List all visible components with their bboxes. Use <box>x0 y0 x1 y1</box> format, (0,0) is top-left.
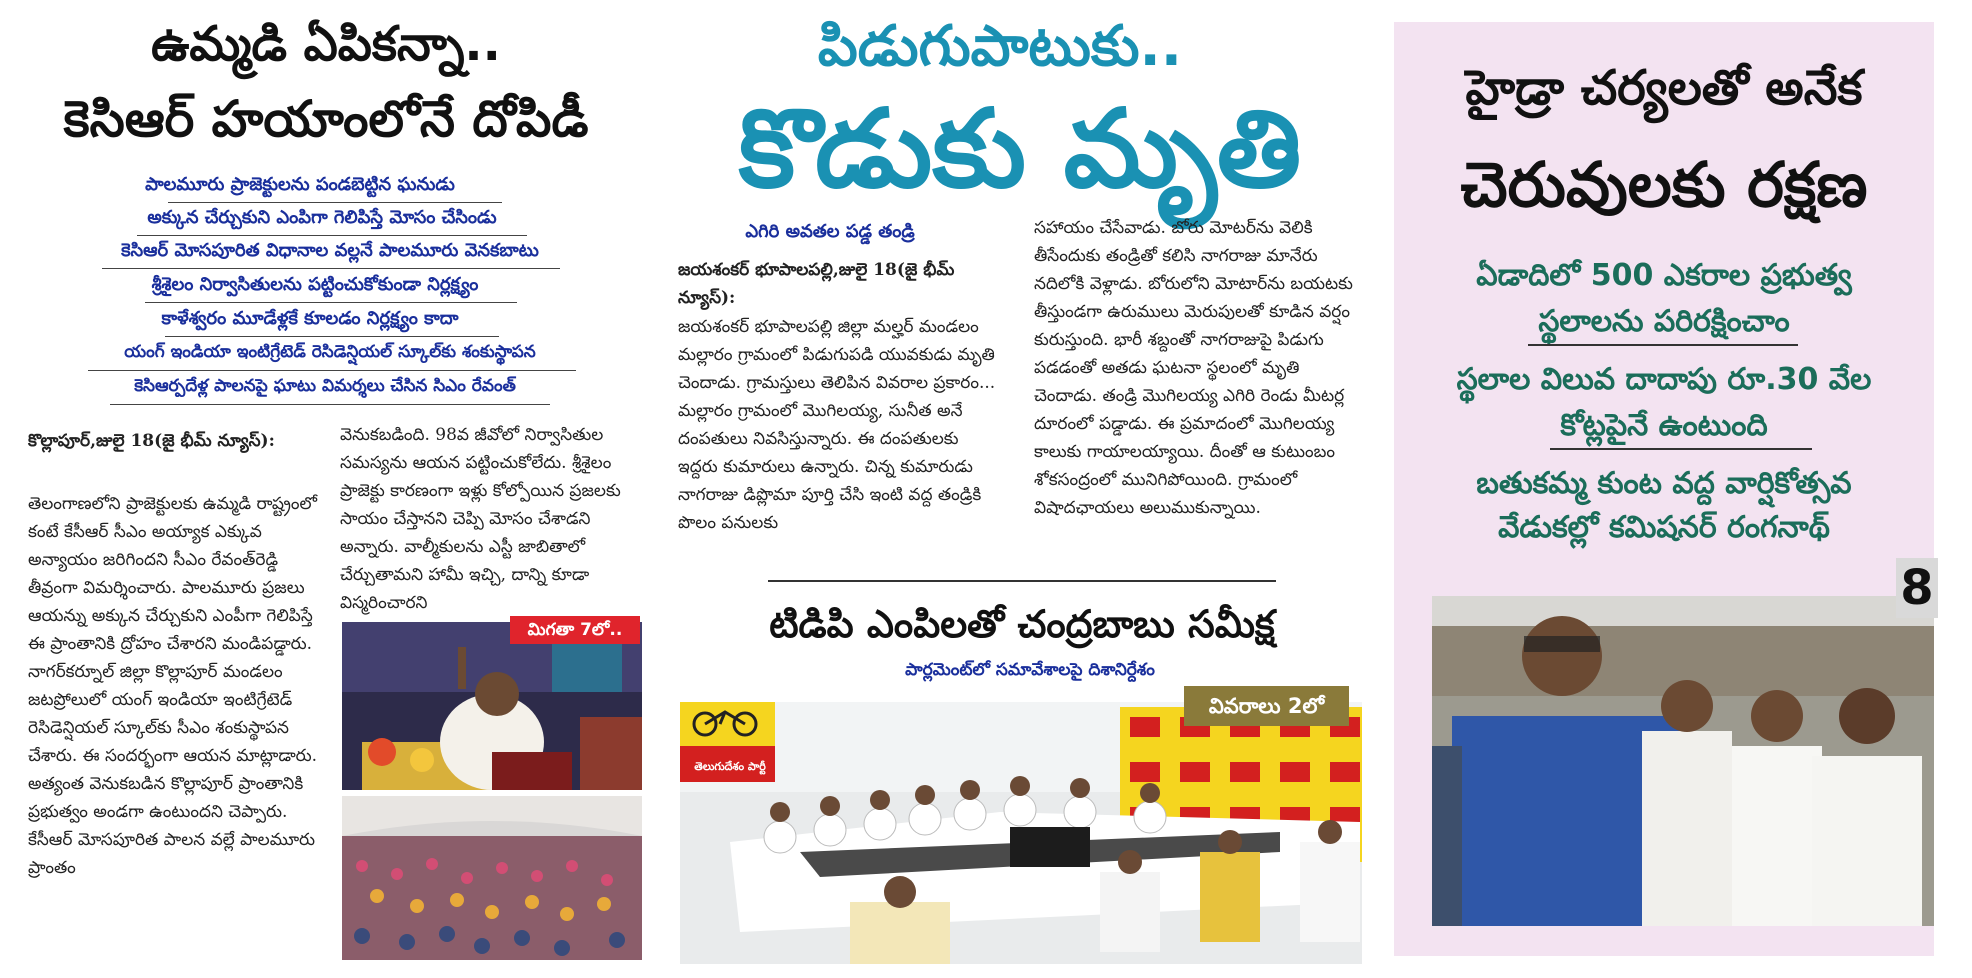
left-subhead-4: శ్రీశైలం నిర్వాసితులను పట్టించుకోకుండా నిర్లక్ష్యం <box>151 274 479 295</box>
commissioner-inspection-photo <box>1432 596 1934 926</box>
right-sub1-line1: ఏడాదిలో 500 ఎకరాల ప్రభుత్వ <box>1476 258 1852 293</box>
left-jump-label: మిగతా 7లో.. <box>510 616 640 644</box>
center-dateline: జయశంకర్ భూపాలపల్లి,జులై 18(జై భీమ్ న్యూస్): <box>678 260 955 308</box>
tdp-meeting-photo <box>680 702 1362 964</box>
right-sub3-line2: వేడుకల్లో కమిషనర్ రంగనాథ్ <box>1498 510 1830 545</box>
crowd-photo <box>342 796 642 960</box>
center-subhead: ఎగిరి అవతల పడ్డ తండ్రి <box>745 221 915 242</box>
center-divider <box>768 580 1276 582</box>
left-body-col2: వెనుకబడింది. 98వ జీవోలో నిర్వాసితుల సమస్యను ఆయన పట్టించుకోలేదు. శ్రీశైలం ప్రాజెక్టు కారణంగా ఇళ్లు కోల్పోయిన ప్రజలకు సాయం చేస్తానని చెప్పి మోసం చేశాడని అన్నారు. వాల్మీకులను ఎస్టీ జాబితాలో చేర్చుతామని హామీ ఇచ్చి, దాన్ని కూడా విస్మరించారని <box>340 425 621 613</box>
left-subhead-3: కెసిఆర్ మోసపూరిత విధానాల వల్లనే పాలమూరు వెనకబాటు <box>121 240 539 261</box>
right-sub2-line2: కోట్లపైనే ఉంటుంది <box>1560 408 1768 443</box>
left-headline-line1: ఉమ్మడి ఏపికన్నా.. <box>151 16 501 72</box>
left-headline-line2: కెసిఆర్ హయాంలోనే దోపిడీ <box>63 90 589 148</box>
left-subhead-5: కాళేశ్వరం మూడేళ్లకే కూలడం నిర్లక్ష్యం కాదా <box>161 308 459 329</box>
center-body-col2: సహాయం చేసేవాడు. బోరు మోటర్‌ను వెలికి తీసేందుకు తండ్రితో కలిసి నాగరాజు మానేరు నదిలోకి వెళ్లాడు. బోరులోని మోటార్‌ను బయటకు తీస్తుండగా ఉరుములు మెరుపులతో కూడిన వర్షం కురుస్తుంది. భారీ శబ్దంతో నాగరాజుపై పిడుగు పడడంతో అతడు ఘటనా స్థలంలో మృతి చెందాడు. తండ్రి మొగిలయ్య ఎగిరి రెండు మీటర్ల దూరంలో పడ్డాడు. ఈ ప్రమాదంలో మొగిలయ్య కాలుకు గాయాలయ్యాయి. దీంతో ఆ కుటుంబం శోకసంద్రంలో మునిగిపోయింది. గ్రామంలో విషాదఛాయలు అలుముకున్నాయి. <box>1034 218 1353 518</box>
tdp-headline: టిడిపి ఎంపిలతో చంద్రబాబు సమీక్ష <box>769 602 1275 646</box>
right-sub1-line2: స్థలాలను పరిరక్షించాం <box>1538 304 1790 339</box>
tdp-sign-text: తెలుగుదేశం పార్టీ <box>694 760 766 773</box>
tdp-jump-label: వివరాలు 2లో <box>1184 686 1349 726</box>
cm-speech-photo <box>342 622 642 790</box>
right-headline-line1: హైడ్రా చర్యలతో అనేక <box>1465 60 1863 116</box>
left-subhead-1: పాలమూరు ప్రాజెక్టులను పండబెట్టిన ఘనుడు <box>145 174 455 195</box>
right-sub2-line1: స్థలాల విలువ దాదాపు రూ.30 వేల <box>1456 362 1872 397</box>
right-sub3-line1: బతుకమ్మ కుంట వద్ద వార్షికోత్సవ <box>1476 466 1852 501</box>
right-headline-line2: చెరువులకు రక్షణ <box>1460 148 1868 221</box>
left-dateline: కొల్లాపూర్,జులై 18(జై భీమ్ న్యూస్): <box>28 431 275 451</box>
left-body-col1: తెలంగాణలోని ప్రాజెక్టులకు ఉమ్మడి రాష్ట్రంలో కంటే కేసీఆర్ సీఎం అయ్యాక ఎక్కువ అన్యాయం జరిగిందని సీఎం రేవంత్‌రెడ్డి తీవ్రంగా విమర్శించారు. పాలమూరు ప్రజలు ఆయన్ను అక్కున చేర్చుకుని ఎంపీగా గెలిపిస్తే ఈ ప్రాంతానికి ద్రోహం చేశారని మండిపడ్డారు. నాగర్‌కర్నూల్ జిల్లా కొల్లాపూర్ మండలం జటప్రోలులో యంగ్ ఇండియా ఇంటిగ్రేటెడ్ రెసిడెన్షియల్ స్కూల్‌కు సీఎం శంకుస్థాపన చేశారు. ఈ సందర్భంగా ఆయన మాట్లాడారు. అత్యంత వెనుకబడిన కొల్లాపూర్ ప్రాంతానికి ప్రభుత్వం అండగా ఉంటుందని చెప్పారు. కేసీఆర్ మోసపూరిత పాలన వల్లే పాలమూరు ప్రాంతం <box>28 494 318 878</box>
center-body-col1: జయశంకర్ భూపాలపల్లి జిల్లా మల్హర్ మండలం మల్లారం గ్రామంలో పిడుగుపడి యువకుడు మృతి చెందాడు. గ్రామస్తులు తెలిపిన వివరాల ప్రకారం... మల్లారం గ్రామంలో మొగిలయ్య, సునీత అనే దంపతులు నివసిస్తున్నారు. ఈ దంపతులకు ఇద్దరు కుమారులు ఉన్నారు. చిన్న కుమారుడు నాగరాజు డిప్లొమా పూర్తి చేసి ఇంటి వద్ద తండ్రికి పొలం పనులకు <box>678 317 996 533</box>
center-kicker: పిడుగుపాటుకు.. <box>817 14 1183 79</box>
tdp-subhead: పార్లమెంట్‌లో సమావేశాలపై దిశానిర్దేశం <box>905 660 1155 680</box>
center-headline: కొడుకు మృతి <box>738 87 1302 212</box>
left-subhead-6: యంగ్ ఇండియా ఇంటిగ్రేటెడ్ రెసిడెన్షియల్ స్కూల్‌కు శంకుస్థాపన <box>124 342 536 362</box>
left-subhead-2: అక్కున చేర్చుకుని ఎంపిగా గెలిపిస్తే మోసం చేసిండు <box>147 207 497 228</box>
left-subhead-7: కెసిఆర్పదేళ్ల పాలనపై ఘాటు విమర్శలు చేసిన సిఎం రేవంత్ <box>134 376 516 396</box>
page-number: 8 <box>1896 558 1938 618</box>
